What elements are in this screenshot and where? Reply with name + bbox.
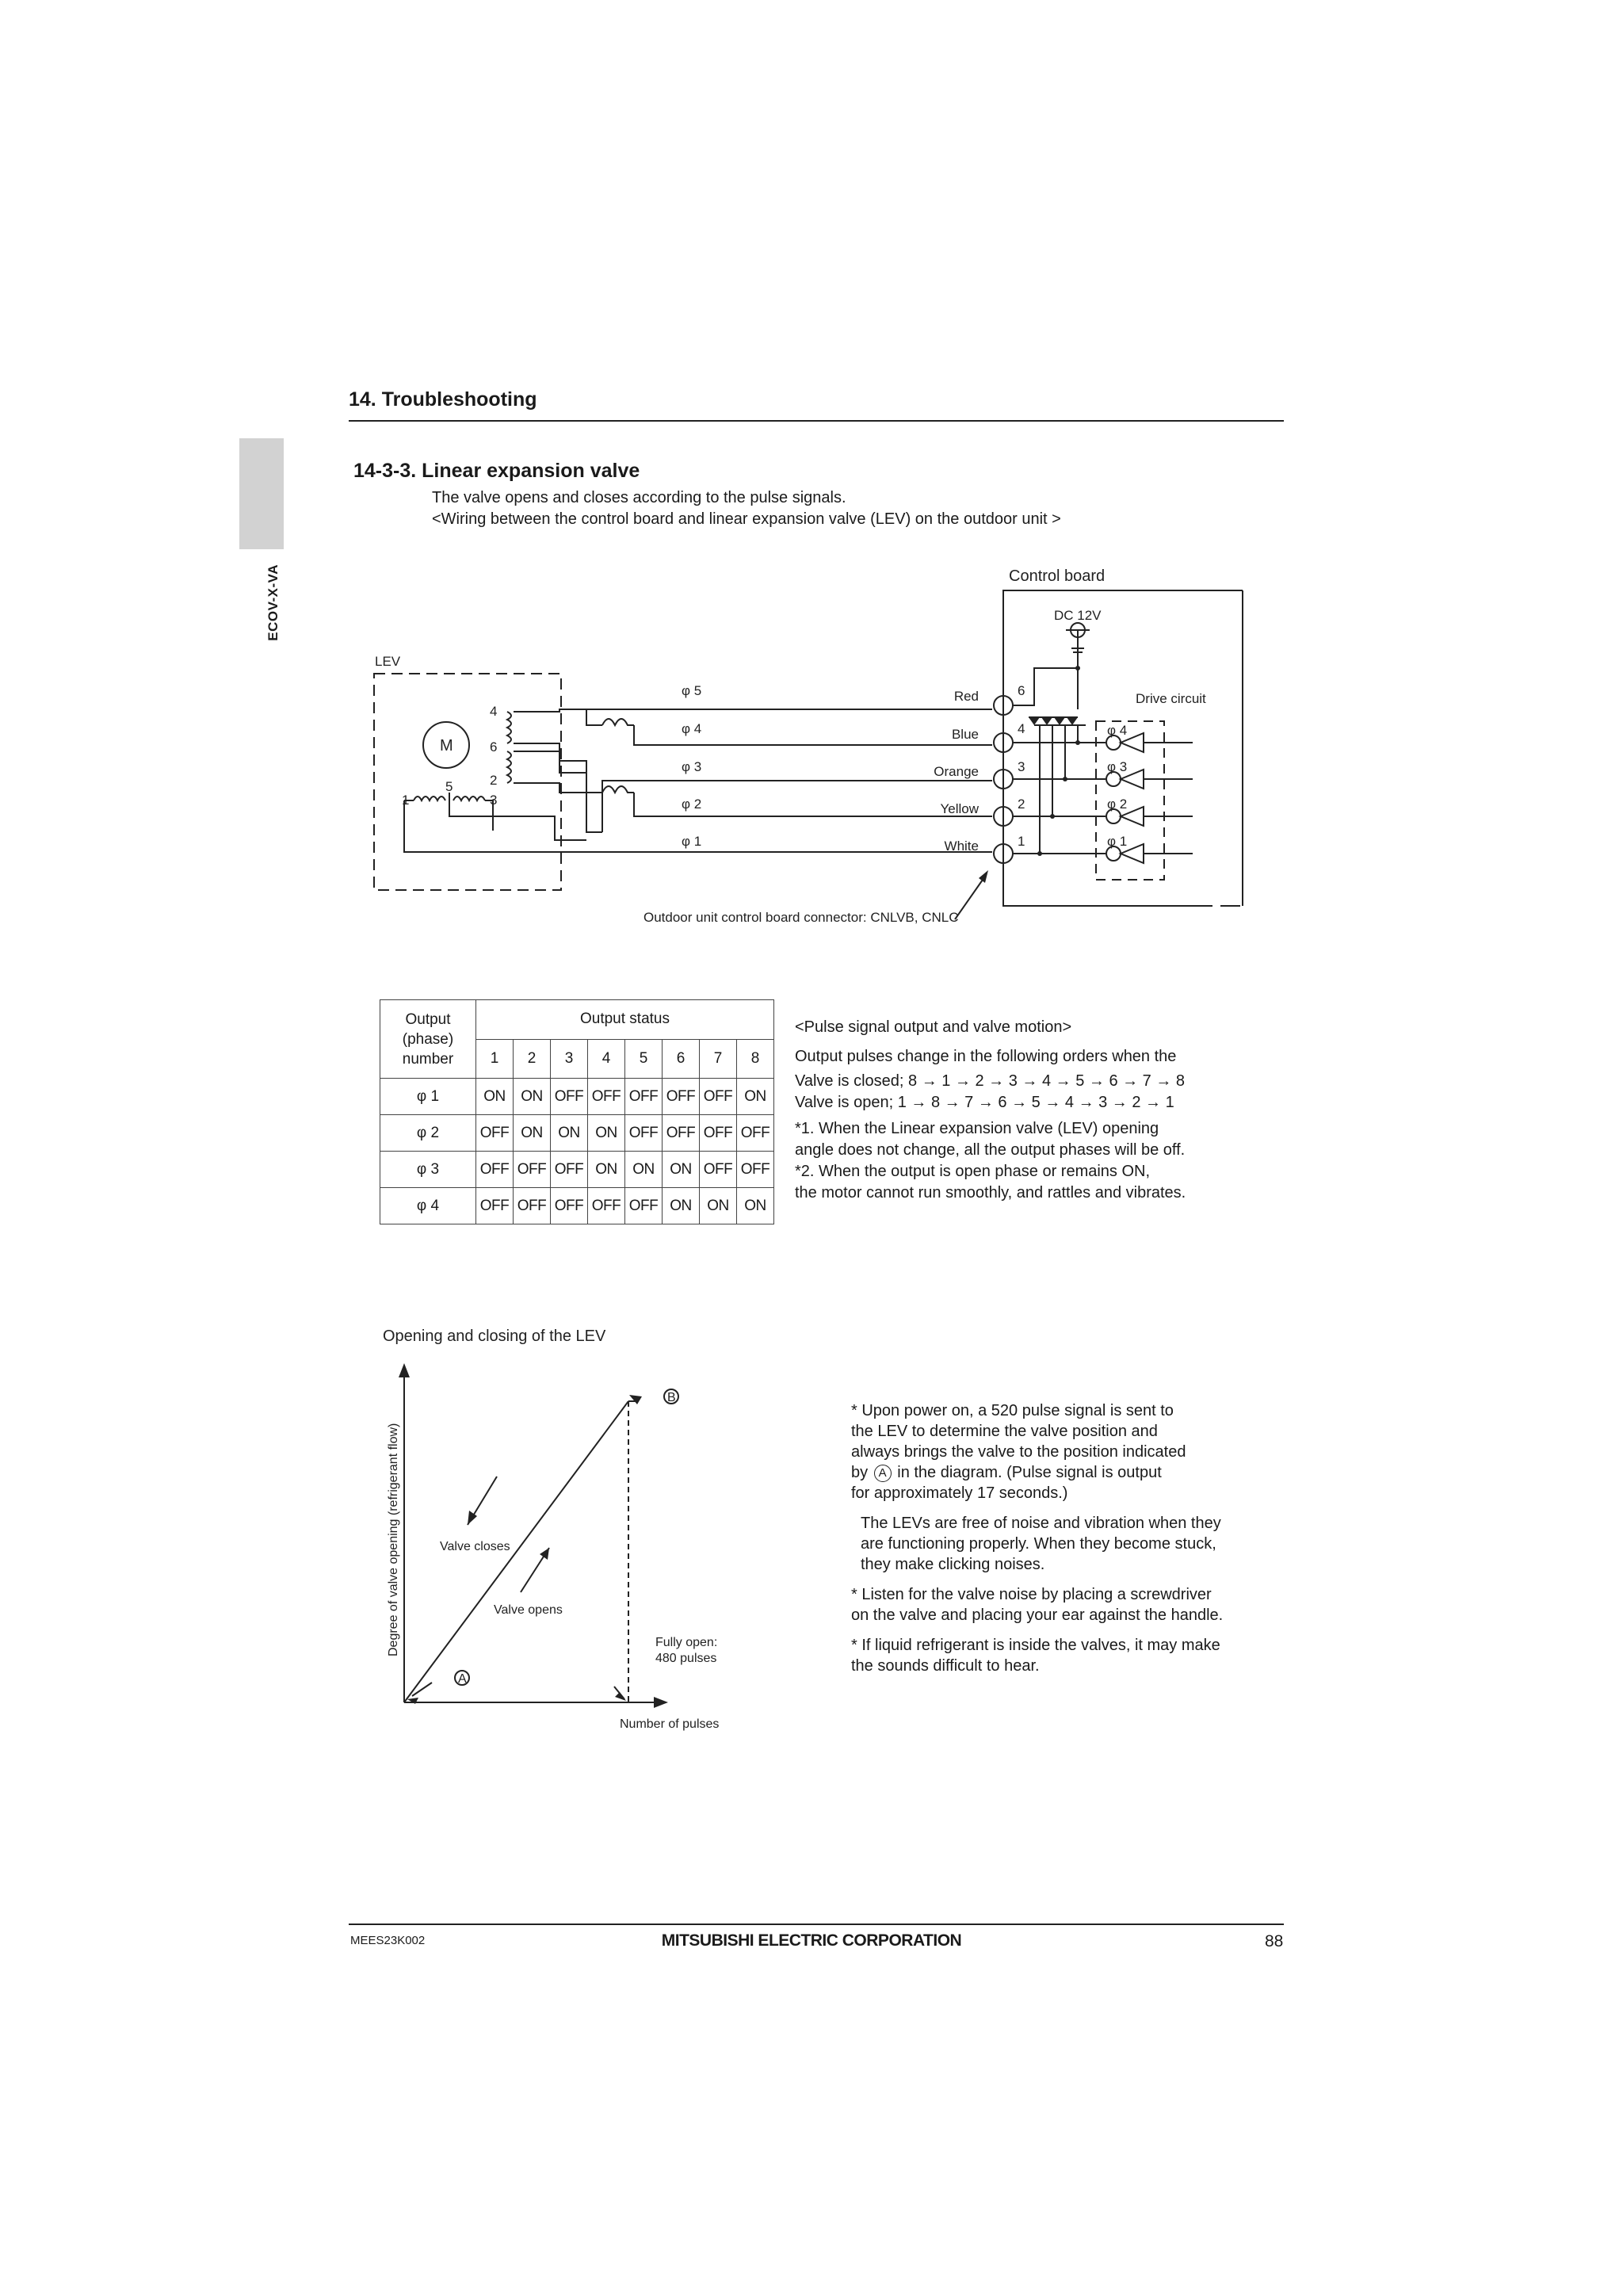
- pulse-line: Output pulses change in the following orders when the: [795, 1048, 1177, 1065]
- drive-circuit-label: Drive circuit: [1136, 691, 1206, 706]
- footer-code: MEES23K002: [350, 1934, 426, 1947]
- control-board-label: Control board: [1009, 567, 1106, 585]
- note-line: for approximately 17 seconds.): [851, 1484, 1068, 1502]
- drive-phase-1: φ 1: [1107, 834, 1128, 849]
- table-header-status: Output status: [476, 1000, 774, 1040]
- x-axis-label: Number of pulses: [620, 1717, 720, 1731]
- table-cell: ON: [737, 1188, 774, 1224]
- table-phase-cell: φ 3: [380, 1152, 476, 1188]
- intro-line-1: The valve opens and closes according to the pulse signals.: [432, 489, 846, 506]
- lev-notes: [851, 1400, 1223, 1676]
- table-cell: OFF: [588, 1188, 625, 1224]
- note-line: they make clicking noises.: [861, 1556, 1045, 1573]
- table-cell: ON: [588, 1152, 625, 1188]
- wire-label-orange: Orange: [934, 764, 979, 779]
- coil-left: [414, 797, 445, 800]
- table-col-header: 6: [663, 1039, 700, 1079]
- table-cell: OFF: [663, 1115, 700, 1152]
- table-cell: OFF: [588, 1079, 625, 1115]
- table-header-output: Output (phase) number: [380, 1000, 476, 1079]
- point-a-label: A: [458, 1672, 467, 1686]
- pulse-description: [795, 1017, 1186, 1204]
- table-col-header: 8: [737, 1039, 774, 1079]
- wire-orange: [602, 781, 992, 832]
- pulse-closed: Valve is closed; 8 → 1 → 2 → 3 → 4 → 5 → 6 → 7 → 8: [795, 1072, 1186, 1090]
- connector-note: Outdoor unit control board connector: CNLVB, CNLC: [643, 910, 959, 925]
- lev-box: [374, 674, 561, 890]
- pulse-title: <Pulse signal output and valve motion>: [795, 1018, 1072, 1036]
- table-cell: OFF: [700, 1115, 737, 1152]
- coil-lower: [507, 751, 511, 783]
- table-row: [380, 1079, 774, 1115]
- fully-open-label: Fully open:: [655, 1636, 718, 1649]
- note-line: the sounds difficult to hear.: [851, 1657, 1040, 1675]
- phase-label-2: φ 2: [682, 797, 702, 812]
- y-axis-label: Degree of valve opening (refrigerant flow): [387, 1423, 400, 1656]
- conn-pin-3: 3: [1018, 759, 1025, 774]
- table-cell: ON: [514, 1115, 551, 1152]
- table-cell: OFF: [551, 1152, 588, 1188]
- table-cell: OFF: [700, 1152, 737, 1188]
- coil-upper: [507, 712, 511, 743]
- table-cell: OFF: [737, 1115, 774, 1152]
- table-cell: ON: [514, 1079, 551, 1115]
- motor-label: M: [440, 737, 453, 755]
- table-cell: OFF: [476, 1115, 514, 1152]
- drive-phase-4: φ 4: [1107, 723, 1128, 738]
- point-b-label: B: [667, 1391, 676, 1404]
- conn-pin-1: 1: [1018, 834, 1025, 849]
- table-row: [380, 1152, 774, 1188]
- table-row: [380, 1188, 774, 1224]
- table-cell: OFF: [514, 1188, 551, 1224]
- table-cell: ON: [588, 1115, 625, 1152]
- lev-graph: [0, 1308, 792, 1736]
- conn-pin-4: 4: [1018, 721, 1025, 736]
- table-cell: ON: [476, 1079, 514, 1115]
- table-cell: OFF: [700, 1079, 737, 1115]
- table-cell: OFF: [663, 1079, 700, 1115]
- pin-6: 6: [490, 739, 498, 755]
- side-label: ECOV-X-VA: [265, 564, 281, 641]
- valve-opens-label: Valve opens: [494, 1603, 563, 1617]
- note-line: * Listen for the valve noise by placing a screwdriver: [851, 1586, 1212, 1603]
- table-phase-cell: φ 2: [380, 1115, 476, 1152]
- note-line: the LEV to determine the valve position and: [851, 1423, 1158, 1440]
- fully-open-pulses: 480 pulses: [655, 1652, 717, 1665]
- phase-label-3: φ 3: [682, 759, 702, 774]
- phase-label-5: φ 5: [682, 683, 702, 698]
- pin-1: 1: [402, 793, 410, 808]
- table-cell: OFF: [476, 1188, 514, 1224]
- wire-label-yellow: Yellow: [940, 801, 979, 816]
- pin-4: 4: [490, 704, 498, 719]
- phase-label-4: φ 4: [682, 721, 702, 736]
- valve-closes-label: Valve closes: [440, 1540, 510, 1553]
- pin-3: 3: [490, 793, 498, 808]
- note-line: are functioning properly. When they become stuck,: [861, 1535, 1216, 1553]
- pin-5: 5: [445, 779, 453, 794]
- table-cell: ON: [737, 1079, 774, 1115]
- footer-rule: [349, 1924, 1284, 1925]
- note-line: * Upon power on, a 520 pulse signal is sent to: [851, 1402, 1174, 1419]
- wire-label-red: Red: [953, 689, 979, 704]
- conn-pin-6: 6: [1018, 683, 1025, 698]
- table-cell: ON: [663, 1152, 700, 1188]
- note-1b: angle does not change, all the output phases will be off.: [795, 1141, 1186, 1159]
- section-title: 14-3-3. Linear expansion valve: [353, 460, 640, 482]
- table-cell: OFF: [514, 1152, 551, 1188]
- valve-line: [404, 1401, 628, 1702]
- pulse-open: Valve is open; 1 → 8 → 7 → 6 → 5 → 4 → 3 → 2 → 1: [795, 1094, 1174, 1111]
- table-cell: OFF: [551, 1188, 588, 1224]
- table-col-header: 3: [551, 1039, 588, 1079]
- conn-pin-2: 2: [1018, 797, 1025, 812]
- note-line: on the valve and placing your ear against the handle.: [851, 1606, 1224, 1624]
- table-cell: OFF: [476, 1152, 514, 1188]
- note-line: always brings the valve to the position indicated: [851, 1443, 1186, 1461]
- note-line: * If liquid refrigerant is inside the valves, it may make: [851, 1637, 1220, 1654]
- footer-corporation: MITSUBISHI ELECTRIC CORPORATION: [661, 1931, 962, 1950]
- table-cell: ON: [625, 1152, 663, 1188]
- table-col-header: 2: [514, 1039, 551, 1079]
- table-col-header: 5: [625, 1039, 663, 1079]
- wire-label-blue: Blue: [951, 727, 979, 742]
- table-cell: ON: [663, 1188, 700, 1224]
- table-cell: OFF: [625, 1188, 663, 1224]
- phase-label-1: φ 1: [682, 834, 702, 849]
- drive-phase-2: φ 2: [1107, 797, 1128, 812]
- header-title: 14. Troubleshooting: [349, 388, 537, 411]
- table-cell: OFF: [737, 1152, 774, 1188]
- dc-label: DC 12V: [1054, 608, 1102, 623]
- table-cell: OFF: [625, 1079, 663, 1115]
- table-cell: OFF: [551, 1079, 588, 1115]
- table-phase-cell: φ 4: [380, 1188, 476, 1224]
- intro-line-2: <Wiring between the control board and linear expansion valve (LEV) on the outdoor unit >: [432, 510, 1061, 528]
- coil-right: [453, 797, 485, 800]
- pin-2: 2: [490, 773, 498, 788]
- table-col-header: 4: [588, 1039, 625, 1079]
- drive-phase-3: φ 3: [1107, 759, 1128, 774]
- table-cell: ON: [700, 1188, 737, 1224]
- note-line: The LEVs are free of noise and vibration when they: [861, 1515, 1221, 1532]
- note-1a: *1. When the Linear expansion valve (LEV) opening: [795, 1120, 1159, 1137]
- table-cell: ON: [551, 1115, 588, 1152]
- page-number: 88: [1265, 1932, 1284, 1950]
- table-row: [380, 1115, 774, 1152]
- wiring-diagram: [0, 0, 1623, 951]
- graph-title: Opening and closing of the LEV: [383, 1328, 606, 1345]
- table-phase-cell: φ 1: [380, 1079, 476, 1115]
- table-cell: OFF: [625, 1115, 663, 1152]
- note-2b: the motor cannot run smoothly, and rattles and vibrates.: [795, 1184, 1186, 1201]
- circled-a-icon: A: [874, 1465, 892, 1482]
- lev-label: LEV: [375, 654, 401, 669]
- output-status-table: [380, 999, 774, 1224]
- note-2a: *2. When the output is open phase or remains ON,: [795, 1163, 1151, 1180]
- note-line: by A in the diagram. (Pulse signal is output: [851, 1464, 1162, 1481]
- table-col-header: 1: [476, 1039, 514, 1079]
- wire-label-white: White: [944, 839, 979, 854]
- table-col-header: 7: [700, 1039, 737, 1079]
